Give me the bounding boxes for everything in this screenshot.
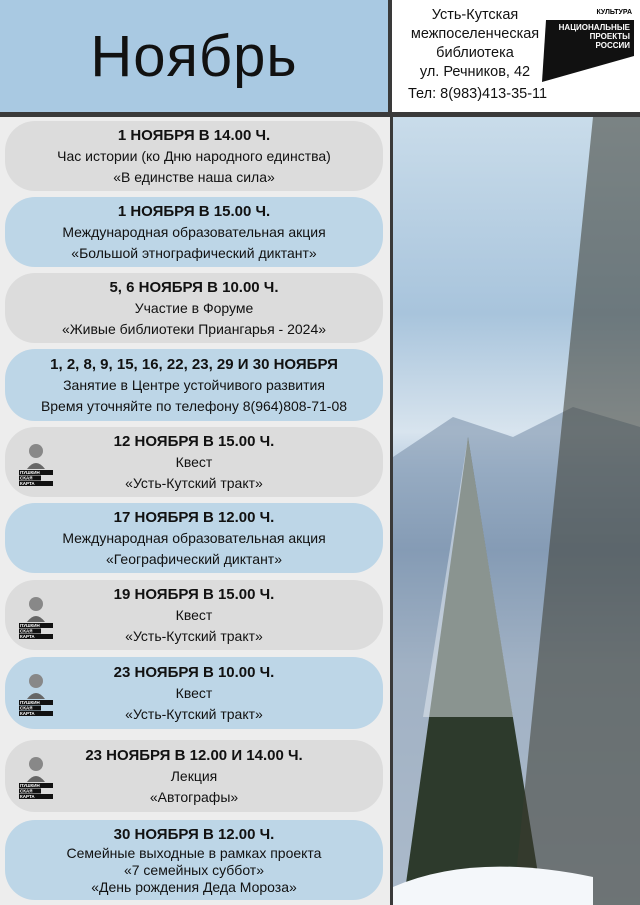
event-description: Квест: [175, 453, 213, 470]
event-card: [5, 820, 383, 900]
library-info: [392, 0, 640, 112]
event-date: 19 НОЯБРЯ В 15.00 Ч.: [113, 585, 275, 603]
event-date: 23 НОЯБРЯ В 12.00 И 14.00 Ч.: [85, 746, 303, 764]
national-projects-logo: [540, 4, 636, 82]
event-card: [5, 121, 383, 191]
pushkin-card-icon: [19, 592, 57, 640]
event-description: «Живые библиотеки Приангарья - 2024»: [61, 320, 327, 337]
event-date: 5, 6 НОЯБРЯ В 10.00 Ч.: [109, 278, 279, 296]
event-description: Время уточняйте по телефону 8(964)808-71-08: [40, 397, 348, 414]
library-address: [400, 6, 550, 82]
event-card: [5, 197, 383, 267]
event-description: Семейные выходные в рамках проекта: [66, 845, 322, 861]
event-description: «Усть-Кутский тракт»: [125, 474, 263, 491]
event-date: 1 НОЯБРЯ В 15.00 Ч.: [117, 202, 271, 220]
event-description: «В единстве наша сила»: [113, 168, 275, 185]
event-date: 12 НОЯБРЯ В 15.00 Ч.: [113, 432, 275, 450]
event-description: Лекция: [170, 767, 218, 784]
svg-text:СКАЯ: СКАЯ: [20, 705, 33, 711]
event-description: «Усть-Кутский тракт»: [125, 627, 263, 644]
event-description: Международная образовательная акция: [62, 223, 326, 240]
library-name-line: библиотека: [436, 45, 514, 61]
library-street: ул. Речников, 42: [419, 64, 531, 80]
event-card: [5, 580, 383, 650]
event-description: Квест: [175, 684, 213, 701]
event-description: «Усть-Кутский тракт»: [125, 705, 263, 722]
svg-text:КАРТА: КАРТА: [20, 481, 35, 486]
event-description: Квест: [175, 606, 213, 623]
event-date: 1, 2, 8, 9, 15, 16, 22, 23, 29 И 30 НОЯБРЯ: [50, 355, 338, 373]
event-card: [5, 427, 383, 497]
event-description: Занятие в Центре устойчивого развития: [63, 376, 325, 393]
event-card: [5, 349, 383, 421]
svg-text:ПУШКИН: ПУШКИН: [20, 623, 40, 628]
svg-text:ПУШКИН: ПУШКИН: [20, 783, 40, 788]
svg-text:КАРТА: КАРТА: [20, 634, 35, 639]
event-date: 23 НОЯБРЯ В 10.00 Ч.: [113, 663, 275, 681]
pushkin-card-icon: [19, 669, 57, 717]
page-title: Ноябрь: [90, 23, 298, 89]
event-date: 17 НОЯБРЯ В 12.00 Ч.: [113, 508, 275, 526]
event-description: «Большой этнографический диктант»: [71, 244, 317, 261]
event-card: [5, 503, 383, 573]
event-description: Участие в Форуме: [134, 299, 254, 316]
svg-text:КАРТА: КАРТА: [20, 711, 35, 716]
svg-text:НАЦИОНАЛЬНЫЕ: НАЦИОНАЛЬНЫЕ: [558, 23, 630, 32]
event-card: [5, 657, 383, 729]
event-card: [5, 740, 383, 812]
event-date: 30 НОЯБРЯ В 12.00 Ч.: [113, 826, 275, 843]
svg-text:ПУШКИН: ПУШКИН: [20, 700, 40, 705]
svg-text:СКАЯ: СКАЯ: [20, 628, 33, 634]
svg-text:ПУШКИН: ПУШКИН: [20, 470, 40, 475]
svg-text:ПРОЕКТЫ: ПРОЕКТЫ: [589, 32, 630, 41]
event-description: «Географический диктант»: [106, 550, 282, 567]
svg-text:КУЛЬТУРА: КУЛЬТУРА: [596, 9, 632, 16]
event-card: [5, 273, 383, 343]
phone: Тел: 8(983)413-35-11: [408, 86, 548, 102]
event-description: Международная образовательная акция: [62, 529, 326, 546]
svg-text:СКАЯ: СКАЯ: [20, 475, 33, 481]
event-description: «Автографы»: [149, 788, 239, 805]
svg-text:КАРТА: КАРТА: [20, 794, 35, 799]
event-description: «День рождения Деда Мороза»: [91, 879, 297, 895]
library-name-line: Усть-Кутская: [431, 7, 519, 23]
event-date: 1 НОЯБРЯ В 14.00 Ч.: [117, 126, 271, 144]
svg-text:РОССИИ: РОССИИ: [595, 41, 630, 50]
event-description: Час истории (ко Дню народного единства): [57, 147, 331, 164]
winter-tree-photo: [393, 117, 640, 905]
month-title-banner: [0, 0, 388, 112]
pushkin-card-icon: [19, 752, 57, 800]
pushkin-card-icon: [19, 439, 57, 487]
event-description: «7 семейных суббот»: [123, 862, 265, 878]
svg-text:СКАЯ: СКАЯ: [20, 788, 33, 794]
library-name-line: межпоселенческая: [410, 26, 540, 42]
